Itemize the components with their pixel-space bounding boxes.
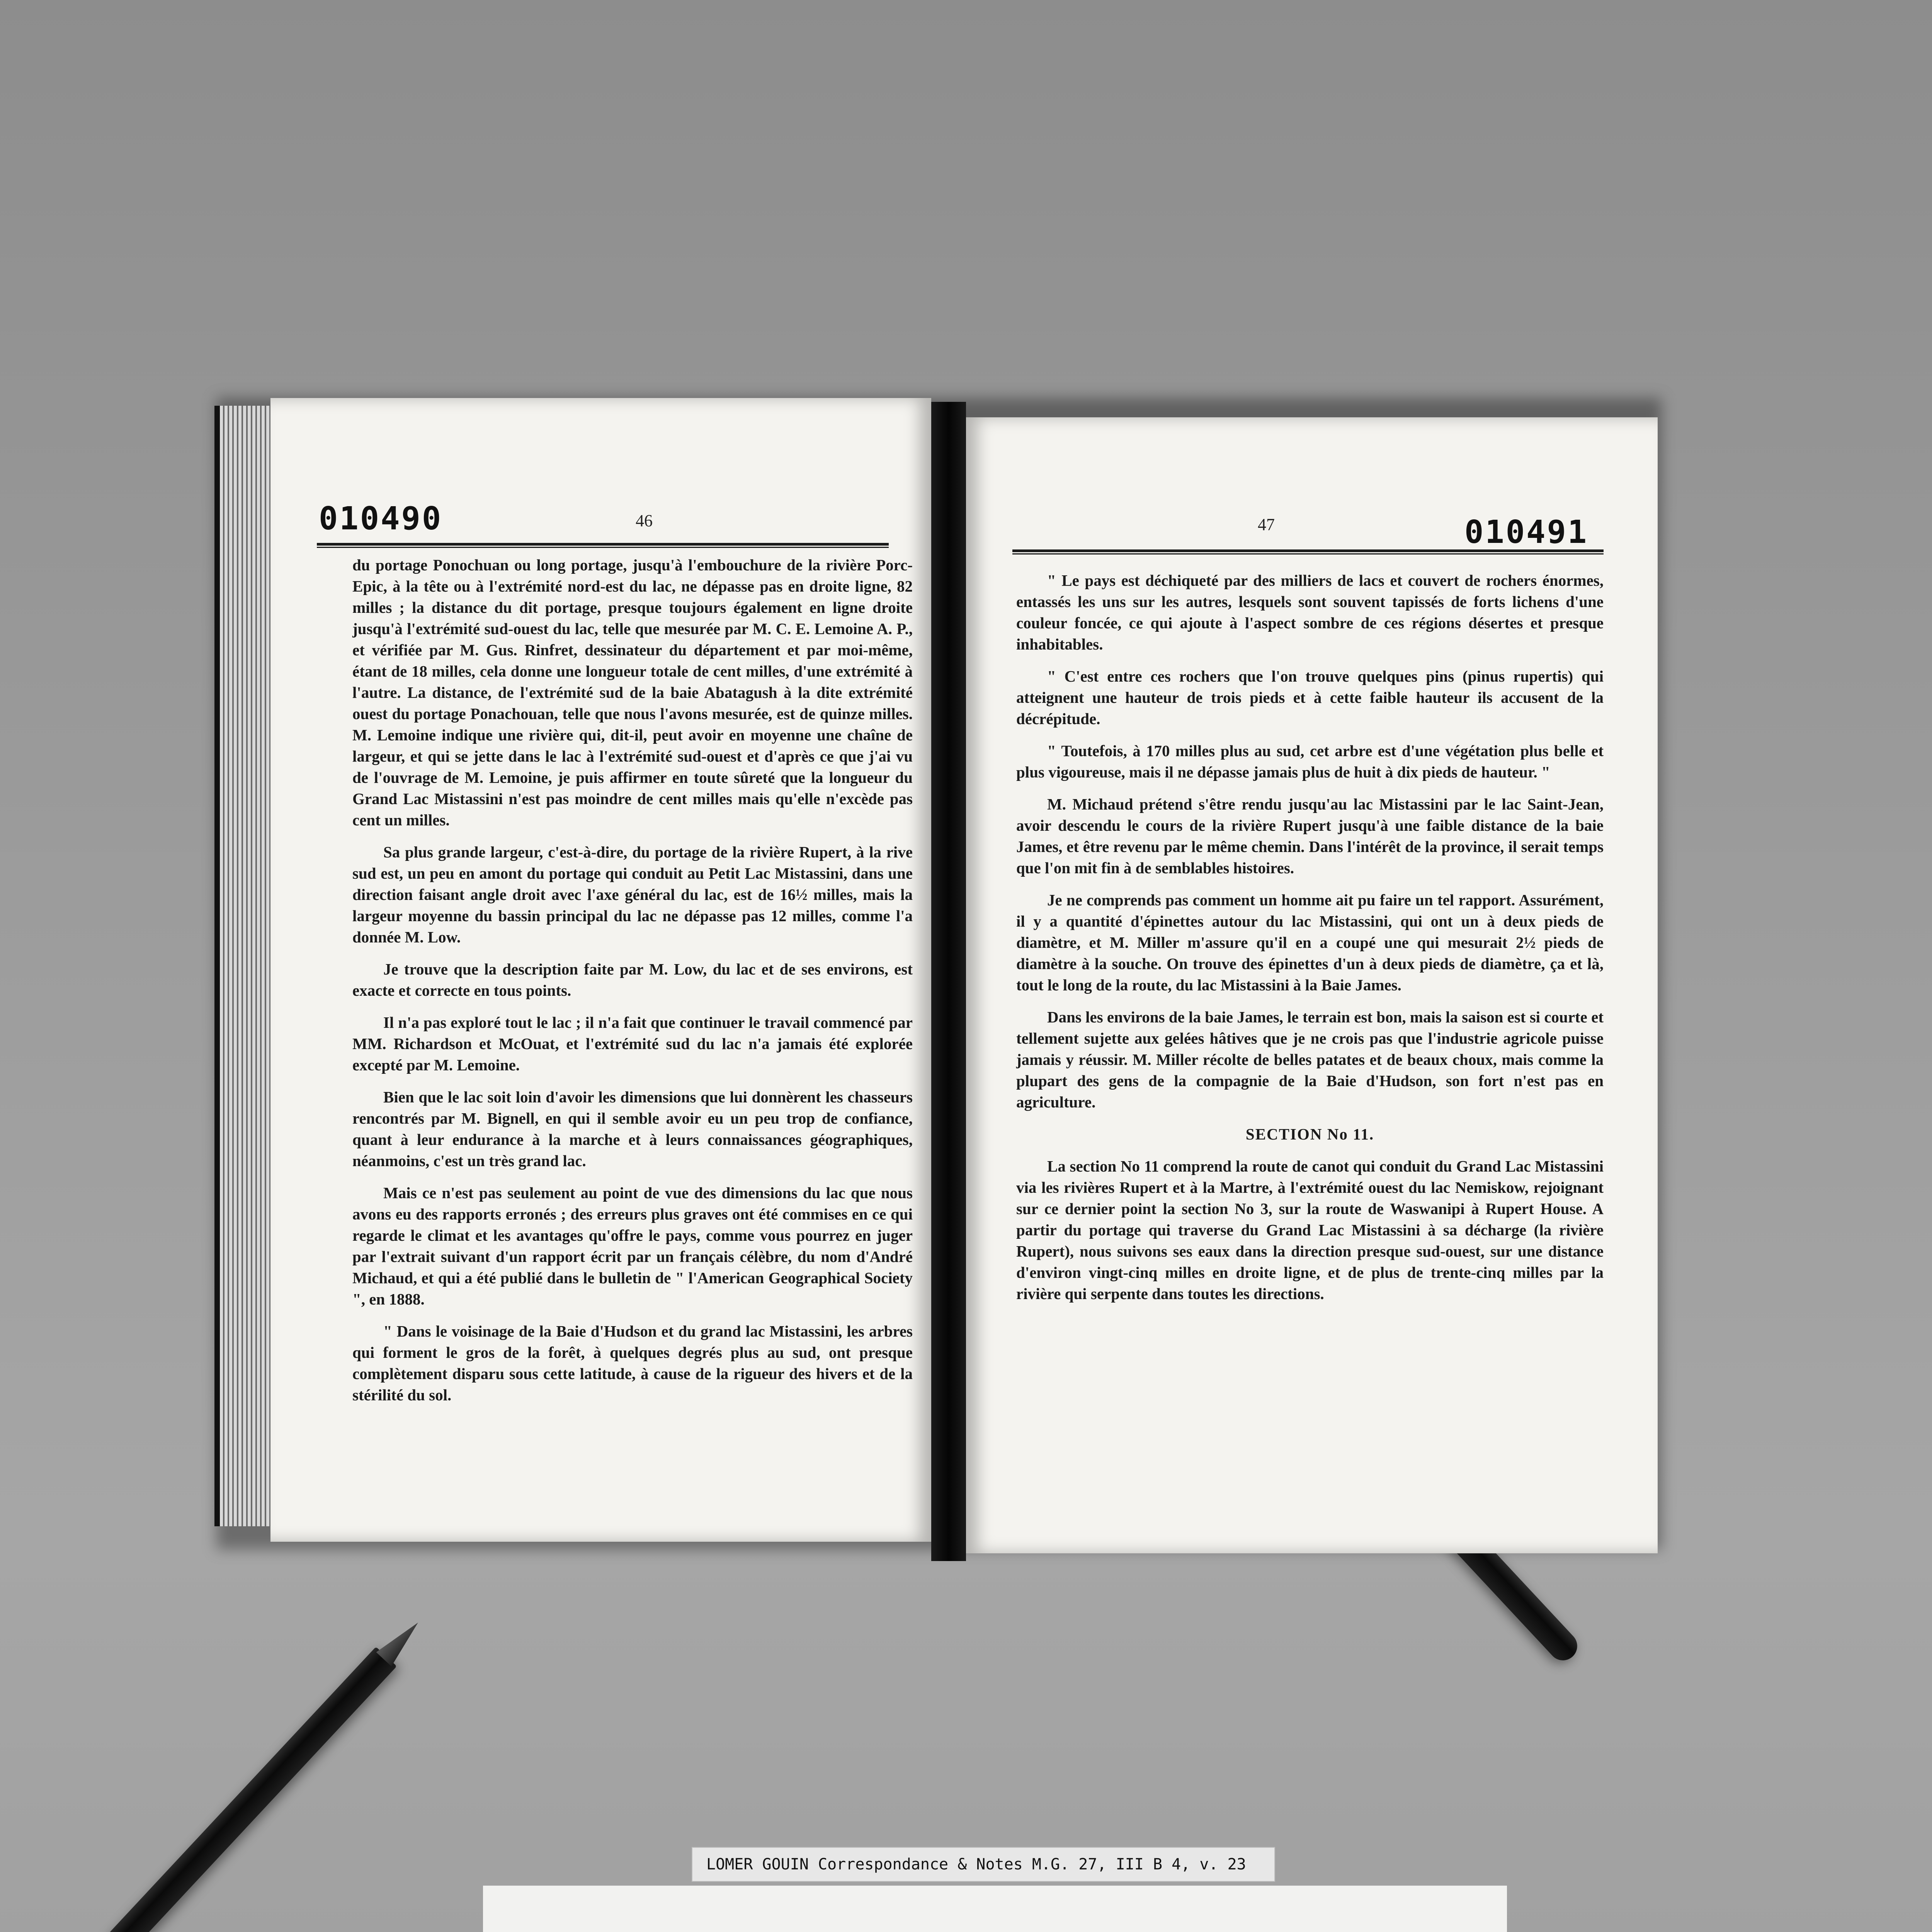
left-page-text bbox=[352, 554, 913, 1417]
right-header-rule bbox=[1012, 549, 1604, 554]
right-page-number: 47 bbox=[1258, 515, 1275, 534]
archive-label-card bbox=[483, 1886, 1507, 1932]
right-paragraph-4: M. Michaud prétend s'être rendu jusqu'au lac Mistassini par le lac Saint-Jean, avoir descendu le cours de la rivière Rupert jusqu'à une faible distance de la baie James, et être revenu par le même chemin. Dans l'intérêt de la province, il serait temps que l'on mit fin à de semblables histoires. bbox=[1016, 795, 1604, 877]
left-paragraph-1: du portage Ponochuan ou long portage, jusqu'à l'embouchure de la rivière Porc-Epic, à la tête ou à l'extrémité nord-est du lac, ne dépasse pas en droite ligne, 82 milles ; la distance du dit portage, presque toujours également en ligne droite jusqu'à l'extrémité sud-ouest du lac, telle que mesurée par M. C. E. Lemoine A. P., et vérifiée par M. Gus. Rinfret, dessinateur du département et par moi-même, étant de 18 milles, cela donne une longueur totale de cent milles, d'une extrémité à l'autre. La distance, de l'extrémité sud de la baie Abatagush à la dite extrémité ouest du portage Ponachouan, telle que nous l'avons mesurée, est de quinze milles. M. Lemoine indique une rivière qui, dit-il, peut avoir en moyenne une chaîne de largeur, et qui se jette dans le lac à l'extrémité sud-ouest et d'après ce que j'ai vu de l'ouvrage de M. Lemoine, je puis affirmer en toute sûreté que la longueur du Grand Lac Mistassini n'est pas moindre de cent milles mais qu'elle n'excède pas cent un milles. bbox=[352, 556, 913, 829]
right-paragraph-2: " C'est entre ces rochers que l'on trouve quelques pins (pinus rupertis) qui atteignent une hauteur de trois pieds et à cette faible hauteur ils accusent de la décrépitude. bbox=[1016, 667, 1604, 728]
section-paragraph: La section No 11 comprend la route de canot qui conduit du Grand Lac Mistassini via les rivières Rupert et à la Martre, à l'extrémité ouest du lac Nemiskow, rejoignant sur ce dernier point la section No 3, sur la route de Waswanipi à Rupert House. A partir du portage qui traverse du Grand Lac Mistassini à sa décharge (la rivière Rupert), nous suivons ses eaux dans la direction presque sud-ouest, sur une distance d'environ vingt-cinq milles en droite ligne, et de plus de trente-cinq milles par la rivière qui serpente dans toutes les directions. bbox=[1016, 1157, 1604, 1303]
left-paragraph-4: Il n'a pas exploré tout le lac ; il n'a fait que continuer le travail commencé par MM. Richardson et McOuat, et l'extrémité sud du lac n'a jamais été explorée excepté par M. Lemoine. bbox=[352, 1014, 913, 1074]
left-paragraph-7: " Dans le voisinage de la Baie d'Hudson et du grand lac Mistassini, les arbres qui forment le gros de la forêt, à quelques degrés plus au sud, ont presque complètement disparu sous cette latitude, à cause de la rigueur des hivers et de la stérilité du sol. bbox=[352, 1322, 913, 1404]
archive-reference-strip: LOMER GOUIN Correspondance & Notes M.G. 27, III B 4, v. 23 bbox=[692, 1847, 1275, 1882]
left-header-rule bbox=[317, 543, 889, 548]
left-paragraph-3: Je trouve que la description faite par M. Low, du lac et de ses environs, est exacte et correcte en tous points. bbox=[352, 960, 913, 999]
left-page bbox=[270, 398, 931, 1542]
left-page-number: 46 bbox=[636, 511, 653, 530]
right-paragraph-1: " Le pays est déchiqueté par des milliers de lacs et couvert de rochers énormes, entassés les uns sur les autres, lesquels sont souvent tapissés de forts lichens d'une couleur foncée, ce qui ajoute à l'aspect sombre de ces régions désertes et presque inhabitables. bbox=[1016, 571, 1604, 653]
book-gutter bbox=[931, 402, 966, 1561]
right-page bbox=[966, 417, 1658, 1553]
right-page-text bbox=[1016, 570, 1604, 1315]
left-paragraph-5: Bien que le lac soit loin d'avoir les dimensions que lui donnèrent les chasseurs rencontrés par M. Bignell, en qui il semble avoir eu un peu trop de confiance, quant à leur endurance à la marche et à leurs connaissances géographiques, néanmoins, c'est un très grand lac. bbox=[352, 1088, 913, 1170]
left-paragraph-2: Sa plus grande largeur, c'est-à-dire, du portage de la rivière Rupert, à la rive sud est, un peu en amont du portage qui conduit au Petit Lac Mistassini, dans une direction faisant angle droit avec l'axe général du lac, est de 16½ milles, mais la largeur moyenne du bassin principal du lac ne dépasse pas 12 milles, comme l'a donnée M. Low. bbox=[352, 843, 913, 946]
right-paragraph-5: Je ne comprends pas comment un homme ait pu faire un tel rapport. Assurément, il y a quantité d'épinettes autour du lac Mistassini, qui ont un à deux pieds de diamètre, et M. Miller m'assure qu'il en a coupé une qui mesurait 2½ pieds de diamètre à la souche. On trouve des épinettes d'un à deux pieds de diamètre, ça et là, tout le long de la route, du lac Mistassini à la Baie James. bbox=[1016, 891, 1604, 994]
right-paragraph-3: " Toutefois, à 170 milles plus au sud, cet arbre est d'une végétation plus belle et plus vigoureuse, mais il ne dépasse jamais plus de huit à dix pieds de hauteur. " bbox=[1016, 742, 1604, 781]
section-heading: SECTION No 11. bbox=[1245, 1125, 1374, 1143]
right-paragraph-6: Dans les environs de la baie James, le terrain est bon, mais la saison est si courte et tellement sujette aux gelées hâtives que je ne crois pas que l'industrie agricole puisse jamais y réussir. M. Miller récolte de belles patates et de beaux choux, mais comme la plupart des gens de la compagnie de la Baie d'Hudson, son fort n'est pas en agriculture. bbox=[1016, 1008, 1604, 1111]
left-page-stamp: 010490 bbox=[319, 500, 443, 537]
left-paragraph-6: Mais ce n'est pas seulement au point de vue des dimensions du lac que nous avons eu des rapports erronés ; des erreurs plus graves ont été commises en ce qui regarde le climat et les avantages qu'offre le pays, comme vous pourrez en juger par l'extrait suivant d'un rapport écrit par un français célèbre, du nom d'André Michaud, et qui a été publié dans le bulletin de " l'American Geographical Society ", en 1888. bbox=[352, 1184, 913, 1308]
right-page-stamp: 010491 bbox=[1464, 514, 1588, 551]
